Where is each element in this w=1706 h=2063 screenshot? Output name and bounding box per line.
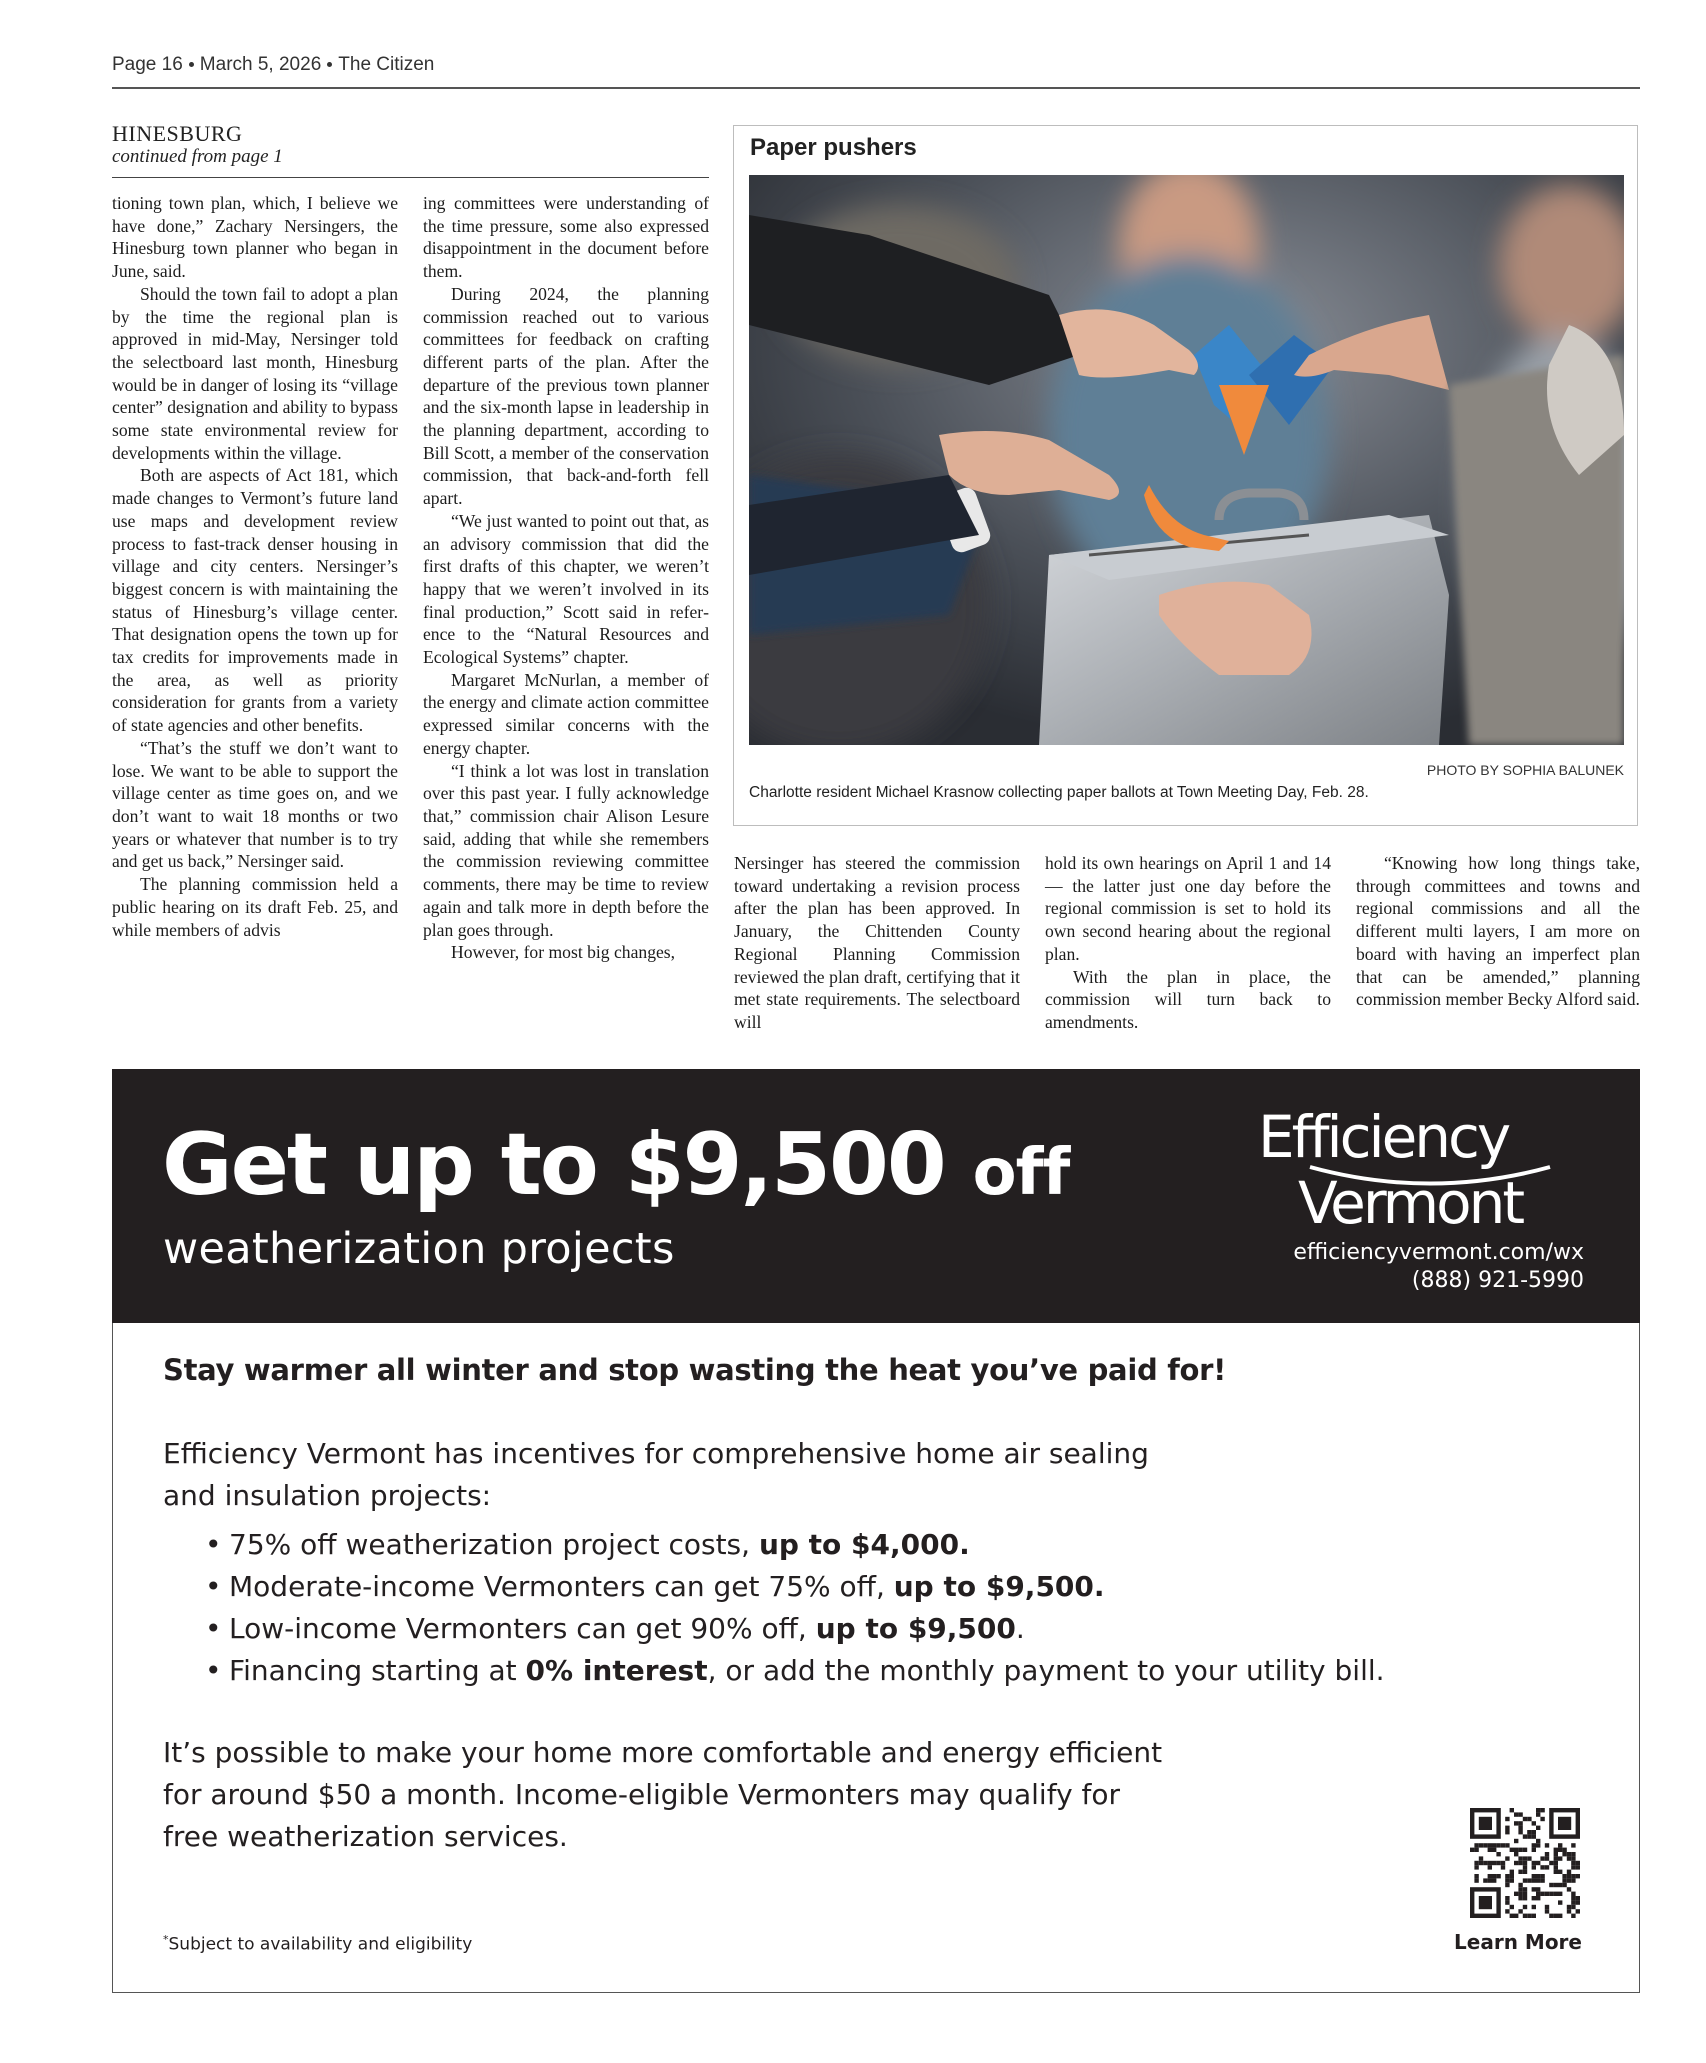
list-item — [205, 1608, 1385, 1650]
ad-intro: Efficiency Vermont has incentives for comprehensive home air sealing and insulation projects: — [163, 1437, 1149, 1512]
paragraph: Nersinger has steered the commission toward undertaking a revision process after the plan has been approved. In January, the Chittenden County Regional Planning Commission reviewed the plan draft, certifying that it met state requirements. The selectboard will — [734, 853, 1020, 1032]
list-item — [205, 1566, 1385, 1608]
ballot-photo — [749, 175, 1624, 745]
bullet-after: , or add the monthly payment to your utility bill. — [707, 1654, 1385, 1687]
footnote-text: Subject to availability and eligibility — [168, 1934, 473, 1955]
paragraph: “I think a lot was lost in translation over this past year. I fully acknowledge that,” commission chair Alison Lesure said, adding that while she remembers the commission reviewing committee comments, there may be time to review again and talk more in depth before the plan goes through. — [423, 760, 709, 940]
folio-rule — [112, 87, 1640, 89]
folio-dot-icon — [327, 62, 332, 67]
bullet-text: Low-income Vermonters can get 90% off, — [229, 1612, 816, 1645]
article-column-1 — [112, 192, 398, 941]
article-continued: continued from page 1 — [112, 146, 283, 167]
folio-paper: The Citizen — [338, 54, 435, 75]
ad-phone: (888) 921-5990 — [1411, 1268, 1584, 1293]
paragraph: Both are aspects of Act 181, which made changes to Vermont’s future land use maps and development review process to fast-track denser housing in village and city centers. Nersinger’s biggest concern is with maintaining the status of Hinesburg’s village center. That designation opens the town up for tax credits for improvements made in the area, as well as priority consideration for grants from a variety of state agencies and other benefits. — [112, 465, 398, 736]
bullet-text: Financing starting at — [229, 1654, 526, 1687]
folio-dot-icon — [189, 62, 194, 67]
paragraph: “Knowing how long things take, through committees and towns and regional commissions and all the different multi layers, I am more on board with having an imperfect plan that can be amended,” planning commission member Becky Alford said. — [1356, 853, 1640, 1010]
logo-line1: Efficiency — [1258, 1105, 1509, 1171]
paragraph: ing committees were understanding of the time pressure, some also expressed disappointment in the document before them. — [423, 193, 709, 282]
paragraph: Should the town fail to adopt a plan by the time the regional plan is approved in mid-May, Nersinger told the selectboard last month, Hinesburg would be in danger of losing its “village center” designation and ability to bypass some state environmental review for developments within the village. — [112, 283, 398, 463]
ad-bullet-list — [205, 1524, 1385, 1692]
ad-headline — [162, 1115, 1069, 1215]
ad-subheadline: weatherization projects — [163, 1224, 675, 1274]
folio-date: March 5, 2026 — [199, 54, 322, 75]
bullet-bold: up to $9,500. — [893, 1570, 1105, 1603]
bullet-after: . — [1015, 1612, 1025, 1645]
paragraph: Margaret McNurlan, a member of the energy and climate action committee expressed similar concerns with the energy chapter. — [423, 669, 709, 758]
paragraph: hold its own hearings on April 1 and 14 — the latter just one day before the regional commission is set to hold its own second hearing about the regional plan. — [1045, 853, 1331, 964]
list-item — [205, 1650, 1385, 1692]
logo-line2: Vermont — [1298, 1169, 1523, 1233]
efficiency-vermont-logo — [1250, 1105, 1590, 1233]
photo-headline: Paper pushers — [750, 134, 917, 161]
article-column-3 — [734, 852, 1020, 1034]
paragraph: With the plan in place, the commission will turn back to amendments. — [1045, 966, 1331, 1032]
ballot-photo-illustration — [749, 175, 1624, 745]
paragraph: “That’s the stuff we don’t want to lose. We want to be able to support the village center as time goes on, and we don’t want to wait 18 months or two years or whatever that number is to try and get us back,” Nersinger said. — [112, 737, 398, 872]
bullet-bold: up to $4,000. — [758, 1528, 970, 1561]
ad-footnote — [163, 1933, 472, 1955]
ad-url: efficiencyvermont.com/wx — [1293, 1240, 1584, 1265]
folio-page: Page 16 — [112, 54, 183, 75]
ad-headline-off: off — [972, 1136, 1070, 1210]
qr-code-icon[interactable] — [1470, 1808, 1580, 1918]
article-column-4 — [1045, 852, 1331, 1034]
article-kicker: HINESBURG — [112, 121, 243, 146]
paragraph: tioning town plan, which, I believe we have done,” Zachary Nersingers, the Hinesburg town planner who began in June, said. — [112, 193, 398, 282]
paragraph: During 2024, the planning commission reached out to various committees for feedback on crafting different parts of the plan. After the departure of the previous town planner and the six-month lapse in leadership in the planning department, according to Bill Scott, a member of the conservation commission, that back-and-forth fell apart. — [423, 283, 709, 509]
article-column-2 — [423, 192, 709, 964]
paragraph: “We just wanted to point out that, as an advisory commission that did the first drafts of this chapter, we weren’t happy that we weren’t involved in its final production,” Scott said in reference to the “Natural Resources and Ecological Systems” chapter. — [423, 510, 709, 668]
list-item — [205, 1524, 1385, 1566]
kicker-rule — [112, 177, 709, 178]
photo-caption: Charlotte resident Michael Krasnow collecting paper ballots at Town Meeting Day, Feb. 28. — [749, 784, 1369, 801]
bullet-bold: 0% interest — [525, 1654, 708, 1687]
paragraph: The planning commission held a public hearing on its draft Feb. 25, and while members of advis — [112, 874, 398, 940]
bullet-bold: up to $9,500 — [815, 1612, 1016, 1645]
paragraph: However, for most big changes, — [451, 942, 676, 963]
bullet-text: Moderate-income Vermonters can get 75% off, — [229, 1570, 894, 1603]
ad-outro: It’s possible to make your home more comfortable and energy efficient for around $50 a month. Income-eligible Vermonters may qualify for free weatherization services. — [163, 1736, 1163, 1853]
article-column-5 — [1356, 852, 1640, 1011]
photo-credit: PHOTO BY SOPHIA BALUNEK — [1426, 762, 1624, 778]
ad-headline-main: Get up to $9,500 — [162, 1115, 945, 1215]
ad-tagline: Stay warmer all winter and stop wasting the heat you’ve paid for! — [163, 1353, 1227, 1387]
footnote-mark: * — [163, 1933, 169, 1946]
learn-more-label: Learn More — [1454, 1930, 1582, 1954]
page-folio — [112, 54, 434, 76]
bullet-text: 75% off weatherization project costs, — [229, 1528, 759, 1561]
